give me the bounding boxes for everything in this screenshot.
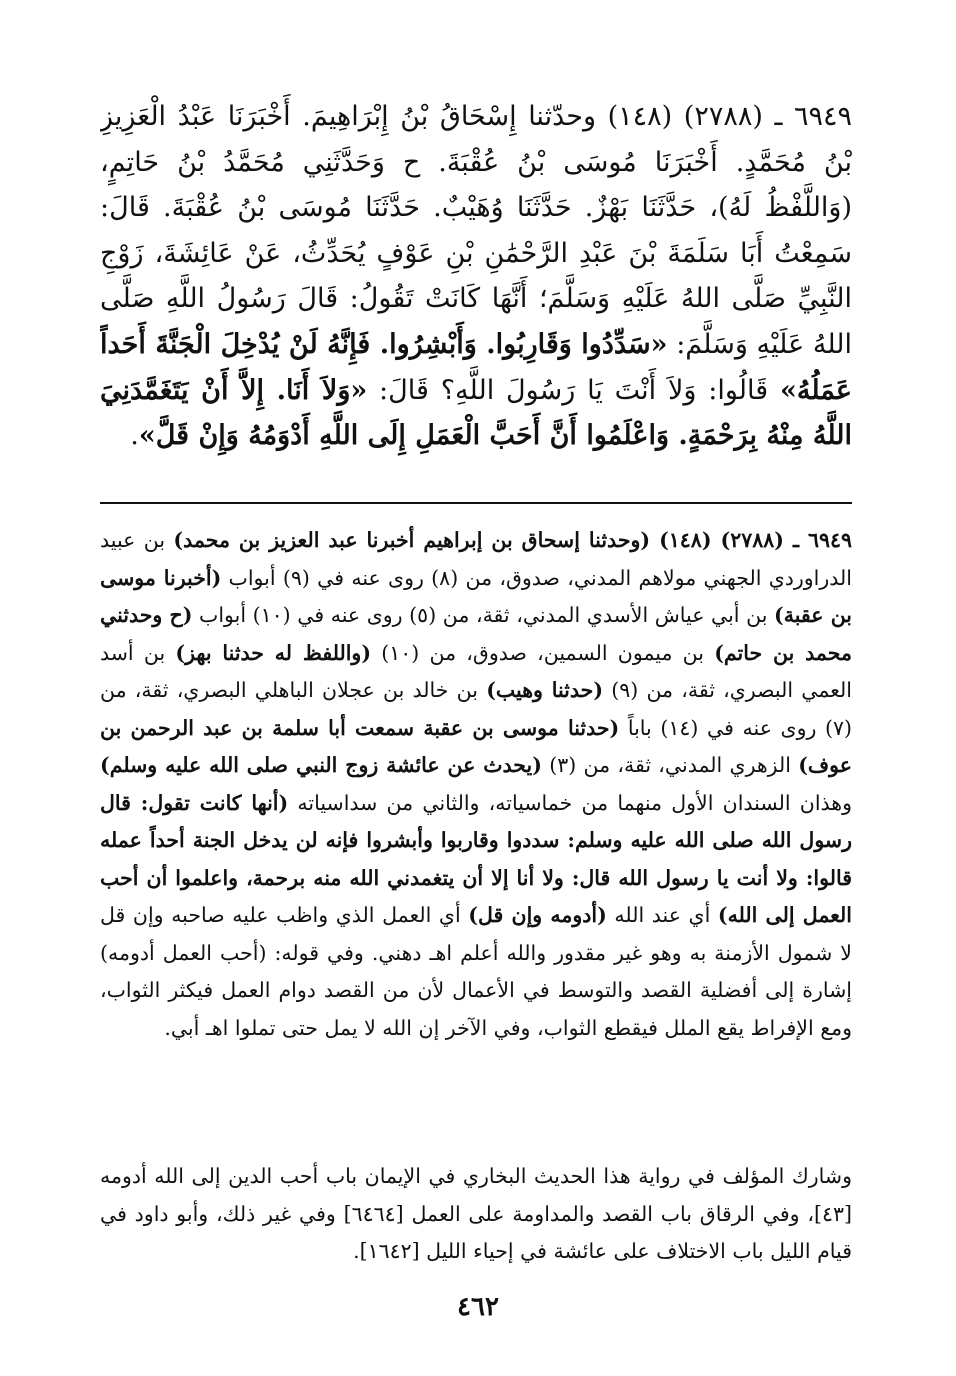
commentary-seg: (يحدث عن عائشة زوج النبي صلى الله عليه وسلم): [100, 753, 542, 777]
commentary-seg: بن أبي عياش الأسدي المدني، ثقة، من (٥) روى عنه في (١٠) أبواب: [192, 603, 774, 627]
hadith-isnad: ٦٩٤٩ ـ (٢٧٨٨) (١٤٨) وحدّثنا إِسْحَاقُ بْنُ إِبْرَاهِيمَ. أَخْبَرَنَا عَبْدُ الْعَزِيزِ بْنُ مُحَمَّدٍ. أَخْبَرَنَا مُوسَى بْنُ عُقْبَةَ. ح وَحَدَّثَنِي مُحَمَّدُ بْنُ حَاتِمٍ، (وَاللَّفْظُ لَهُ)، حَدَّثَنَا بَهْزٌ. حَدَّثَنَا وُهَيْبٌ. حَدَّثَنَا مُوسَى بْنُ عُقْبَةَ. قَالَ: سَمِعْتُ أَبَا سَلَمَةَ بْنَ عَبْدِ الرَّحْمَٰنِ بْنِ عَوْفٍ يُحَدِّثُ، عَنْ عَائِشَةَ، زَوْجِ النَّبِيِّ صَلَّى اللهُ عَلَيْهِ وَسَلَّمَ؛ أَنَّهَا كَانَتْ تَقُولُ: قَالَ رَسُولُ اللَّهِ صَلَّى اللهُ عَلَيْهِ وَسَلَّمَ:: [100, 101, 852, 360]
commentary-seg: بن أسد العمي البصري، ثقة، من (٩): [100, 640, 853, 702]
commentary-seg: وهذان السندان الأول منهما من خماسياته، والثاني من سداسياته: [288, 790, 852, 815]
commentary-seg: (أدومه وإن قل): [468, 903, 607, 927]
commentary-seg: الزهري المدني، ثقة، من (٣): [541, 753, 799, 777]
hadith-end: .: [130, 420, 139, 452]
commentary-seg: بن عبيد الدراوردي الجهني مولاهم المدني، صدوق، من (٨) روى عنه في (٩) أبواب: [100, 528, 852, 590]
commentary-seg: أي عند الله: [606, 903, 718, 927]
hadith-matn-bold-2: «وَلاَ أَنَا. إِلاَّ أَنْ يَتَغَمَّدَنِيَ اللَّهُ مِنْهُ بِرَحْمَةٍ. وَاعْلَمُوا أَنَّ أَحَبَّ الْعَمَلِ إِلَى اللَّهِ أَدْوَمُهُ وَإِنْ قَلَّ»: [100, 374, 852, 452]
separator-rule: [100, 502, 852, 504]
commentary-seg: ٦٩٤٩ ـ (٢٧٨٨) (١٤٨) (وحدثنا إسحاق بن إبراهيم أخبرنا عبد العزيز بن محمد): [173, 528, 852, 552]
commentary-seg: (أنها كانت تقول: قال رسول الله صلى الله عليه وسلم: سددوا وقاربوا وأبشروا فإنه لن يدخل الجنة أحداً عمله قالوا: ولا أنت يا رسول الله قال: ولا أنا إلا أن يتغمدني الله منه برحمة، واعلموا أن أحب العمل إلى الله): [100, 790, 853, 927]
commentary-seg: (ح وحدثني محمد بن حاتم): [100, 603, 852, 665]
commentary-seg: بن خالد بن عجلان الباهلي البصري، ثقة، من (٧) روى عنه في (١٤) باباً: [100, 678, 853, 740]
commentary-seg: أي العمل الذي واظب عليه صاحبه وإن قل لا شمول الأزمنة به وهو غير مقدور والله أعلم اهـ دهني. وفي قوله: (أحب العمل أدومه) إشارة إلى أفضلية القصد والتوسط في الأعمال لأن من القصد دوام العمل فيكثر الثواب، ومع الإفراط يقع الملل فيقطع الثواب، وفي الآخر إن الله لا يمل حتى تملوا اهـ أبي.: [100, 903, 852, 1040]
commentary-seg: (حدثنا موسى بن عقبة سمعت أبا سلمة بن عبد الرحمن بن عوف): [100, 715, 852, 777]
hadith-question: قَالُوا: وَلاَ أَنْتَ يَا رَسُولَ اللَّهِ؟ قَالَ:: [367, 374, 780, 406]
sharing-note: وشارك المؤلف في رواية هذا الحديث البخاري في الإيمان باب أحب الدين إلى الله أدومه [٤٣]، وفي الرقاق باب القصد والمداومة على العمل [٦٤٦٤] وفي غير ذلك، وأبو داود في قيام الليل باب الاختلاف على عائشة في إحياء الليل [١٦٤٢].: [100, 1164, 852, 1263]
commentary-seg: (واللفظ له حدثنا بهز): [175, 640, 372, 665]
page-number: ٤٦٢: [457, 1292, 499, 1322]
commentary-seg: (حدثنا وهيب): [486, 678, 604, 702]
hadith-matn-bold-1: «سَدِّدُوا وَقَارِبُوا. وَأَبْشِرُوا. فَإِنَّهُ لَنْ يُدْخِلَ الْجَنَّةَ أَحَداً عَمَلُهُ»: [100, 328, 852, 406]
commentary-seg: بن ميمون السمين، صدوق، من (١٠): [371, 640, 715, 665]
commentary-seg: (أخبرنا موسى بن عقبة): [100, 565, 852, 627]
hadith-text: [100, 94, 852, 506]
commentary-text: [100, 522, 852, 1047]
